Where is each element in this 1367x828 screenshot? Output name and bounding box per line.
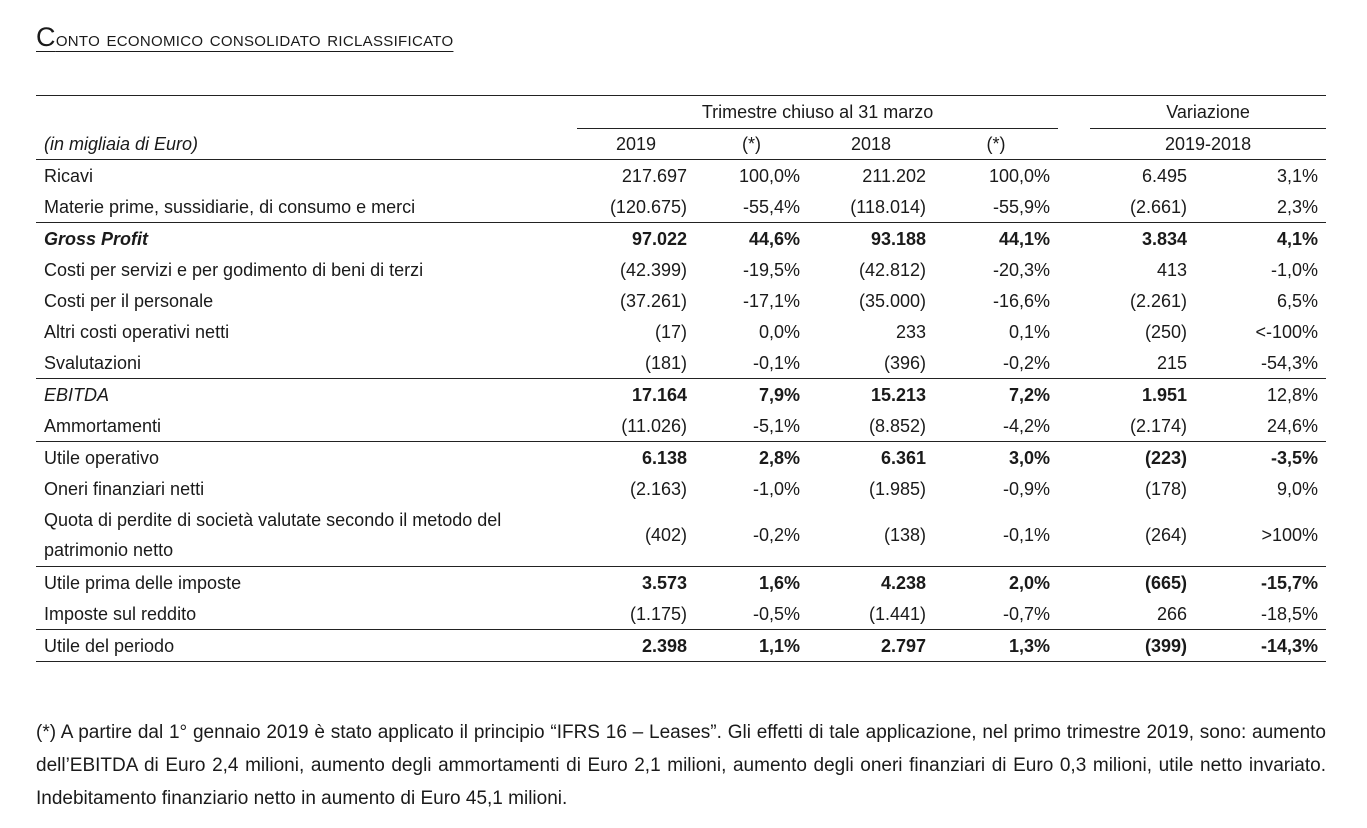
pct-2019: -0,5% bbox=[752, 603, 800, 624]
row-label: EBITDA bbox=[36, 379, 577, 411]
value-2018: 2.797 bbox=[808, 630, 934, 662]
value-2019: 217.697 bbox=[577, 160, 695, 192]
row-label: Ammortamenti bbox=[44, 415, 162, 436]
value-2019: 97.022 bbox=[577, 223, 695, 255]
change-value: 6.495 bbox=[1090, 160, 1195, 192]
row-label: Utile operativo bbox=[36, 442, 577, 474]
pct-2018: -16,6% bbox=[993, 290, 1051, 311]
change-pct: 24,6% bbox=[1267, 415, 1319, 436]
column-header-2018: 2018 bbox=[808, 129, 934, 160]
value-2019: 3.573 bbox=[577, 567, 695, 599]
pct-2018: 44,1% bbox=[934, 223, 1058, 255]
pct-2019: -0,2% bbox=[752, 525, 800, 545]
change-group-header: Variazione bbox=[1090, 96, 1326, 129]
change-value: (250) bbox=[1145, 321, 1188, 342]
table-row bbox=[36, 473, 1326, 504]
table-row bbox=[36, 504, 1326, 567]
pct-2018: 7,2% bbox=[934, 379, 1058, 411]
change-pct: 12,8% bbox=[1195, 379, 1326, 411]
pct-2018: 1,3% bbox=[934, 630, 1058, 662]
value-2018: (118.014) bbox=[850, 196, 926, 217]
row-label: Quota di perdite di società valutate secondo il metodo del patrimonio netto bbox=[44, 510, 502, 560]
table-row-total bbox=[36, 630, 1326, 662]
pct-2018: -0,2% bbox=[1003, 352, 1051, 373]
row-label: Gross Profit bbox=[36, 223, 577, 255]
column-header-change-years: 2019-2018 bbox=[1090, 129, 1326, 160]
unit-label: (in migliaia di Euro) bbox=[44, 133, 199, 154]
table-row bbox=[36, 347, 1326, 379]
change-pct: -54,3% bbox=[1261, 352, 1319, 373]
pct-2019: 100,0% bbox=[695, 160, 808, 192]
change-pct: -1,0% bbox=[1271, 259, 1319, 280]
change-value: (2.261) bbox=[1130, 290, 1188, 311]
table-row bbox=[36, 598, 1326, 630]
table-row bbox=[36, 410, 1326, 442]
change-value: 1.951 bbox=[1090, 379, 1195, 411]
change-pct: <-100% bbox=[1255, 321, 1319, 342]
change-value: 3.834 bbox=[1090, 223, 1195, 255]
value-2018: (138) bbox=[883, 525, 926, 545]
value-2018: 4.238 bbox=[808, 567, 934, 599]
pct-2018: -0,1% bbox=[1003, 525, 1051, 545]
pct-2019: 2,8% bbox=[695, 442, 808, 474]
value-2018: (35.000) bbox=[858, 290, 926, 311]
pct-2018: -0,7% bbox=[1003, 603, 1051, 624]
page-title bbox=[36, 22, 453, 53]
value-2019: (402) bbox=[644, 525, 687, 545]
value-2019: (11.026) bbox=[621, 415, 687, 436]
table-row-subtotal bbox=[36, 442, 1326, 474]
value-2019: 6.138 bbox=[577, 442, 695, 474]
change-value: (223) bbox=[1090, 442, 1195, 474]
table-row bbox=[36, 160, 1326, 192]
pct-2019: -0,1% bbox=[752, 352, 800, 373]
row-label: Ricavi bbox=[36, 160, 577, 192]
value-2019: (120.675) bbox=[609, 196, 687, 217]
pct-2019: 0,0% bbox=[758, 321, 800, 342]
page-title-rest: onto economico consolidato riclassificato bbox=[55, 26, 454, 51]
value-2018: (1.441) bbox=[868, 603, 926, 624]
period-group-header: Trimestre chiuso al 31 marzo bbox=[577, 96, 1058, 129]
table-row bbox=[36, 285, 1326, 316]
value-2018: (8.852) bbox=[868, 415, 926, 436]
row-label: Svalutazioni bbox=[44, 352, 142, 373]
row-label: Costi per servizi e per godimento di beni di terzi bbox=[44, 259, 424, 280]
change-value: (399) bbox=[1090, 630, 1195, 662]
change-pct: -15,7% bbox=[1195, 567, 1326, 599]
row-label: Altri costi operativi netti bbox=[44, 321, 230, 342]
header-row-columns bbox=[36, 129, 1326, 160]
row-label: Oneri finanziari netti bbox=[44, 478, 205, 499]
change-pct: 3,1% bbox=[1195, 160, 1326, 192]
pct-2018: -55,9% bbox=[993, 196, 1051, 217]
row-label: Materie prime, sussidiarie, di consumo e merci bbox=[44, 196, 416, 217]
change-value: (2.174) bbox=[1130, 415, 1188, 436]
table-row bbox=[36, 254, 1326, 285]
value-2019: (42.399) bbox=[619, 259, 687, 280]
value-2019: (1.175) bbox=[629, 603, 687, 624]
change-pct: -18,5% bbox=[1261, 603, 1319, 624]
value-2018: 6.361 bbox=[808, 442, 934, 474]
pct-2018: 3,0% bbox=[934, 442, 1058, 474]
pct-2018: 0,1% bbox=[1009, 321, 1051, 342]
value-2019: (2.163) bbox=[629, 478, 687, 499]
change-pct: 9,0% bbox=[1277, 478, 1319, 499]
pct-2019: 44,6% bbox=[695, 223, 808, 255]
pct-2019: 7,9% bbox=[695, 379, 808, 411]
pct-2019: -17,1% bbox=[742, 290, 800, 311]
value-2018: (42.812) bbox=[858, 259, 926, 280]
value-2019: 17.164 bbox=[577, 379, 695, 411]
table-row bbox=[36, 191, 1326, 223]
change-value: (178) bbox=[1145, 478, 1188, 499]
header-row-groups bbox=[36, 96, 1326, 129]
pct-2019: -55,4% bbox=[742, 196, 800, 217]
column-header-2019: 2019 bbox=[577, 129, 695, 160]
value-2018: (1.985) bbox=[868, 478, 926, 499]
change-pct: -3,5% bbox=[1195, 442, 1326, 474]
table-row-subtotal bbox=[36, 223, 1326, 255]
change-pct: -14,3% bbox=[1195, 630, 1326, 662]
pct-2019: -1,0% bbox=[752, 478, 800, 499]
row-label: Utile del periodo bbox=[36, 630, 577, 662]
pct-2019: 1,1% bbox=[695, 630, 808, 662]
value-2018: 15.213 bbox=[808, 379, 934, 411]
change-pct: 6,5% bbox=[1277, 290, 1319, 311]
column-header-pct-2019: (*) bbox=[695, 129, 808, 160]
change-pct: >100% bbox=[1261, 525, 1319, 545]
value-2018: 211.202 bbox=[808, 160, 934, 192]
change-value: 413 bbox=[1157, 259, 1188, 280]
pct-2018: -4,2% bbox=[1003, 415, 1051, 436]
pct-2019: 1,6% bbox=[695, 567, 808, 599]
income-statement-table bbox=[36, 95, 1326, 662]
pct-2018: -20,3% bbox=[993, 259, 1051, 280]
value-2018: (396) bbox=[883, 352, 926, 373]
pct-2018: 2,0% bbox=[934, 567, 1058, 599]
row-label: Utile prima delle imposte bbox=[36, 567, 577, 599]
value-2018: 233 bbox=[895, 321, 926, 342]
pct-2018: 100,0% bbox=[934, 160, 1058, 192]
change-value: 215 bbox=[1157, 352, 1188, 373]
value-2019: (37.261) bbox=[619, 290, 687, 311]
table-row-subtotal bbox=[36, 567, 1326, 599]
pct-2019: -19,5% bbox=[742, 259, 800, 280]
change-value: (264) bbox=[1145, 525, 1188, 545]
change-value: 266 bbox=[1157, 603, 1188, 624]
table-row-subtotal bbox=[36, 379, 1326, 411]
footnote: (*) A partire dal 1° gennaio 2019 è stato applicato il principio “IFRS 16 – Leases”. Gli effetti di tale applicazione, nel primo trimestre 2019, sono: aumento dell’EBITDA di Euro 2,4 milioni, aumento degli ammortamenti di Euro 2,1 milioni, aumento degli oneri finanziari di Euro 0,3 milioni, utile netto invariato. Indebitamento finanziario netto in aumento di Euro 45,1 milioni. bbox=[36, 722, 1326, 809]
column-header-pct-2018: (*) bbox=[934, 129, 1058, 160]
change-value: (2.661) bbox=[1130, 196, 1188, 217]
value-2019: (181) bbox=[644, 352, 687, 373]
value-2019: 2.398 bbox=[577, 630, 695, 662]
row-label: Costi per il personale bbox=[44, 290, 214, 311]
pct-2018: -0,9% bbox=[1003, 478, 1051, 499]
value-2018: 93.188 bbox=[808, 223, 934, 255]
change-pct: 2,3% bbox=[1277, 196, 1319, 217]
pct-2019: -5,1% bbox=[752, 415, 800, 436]
table-row bbox=[36, 316, 1326, 347]
change-value: (665) bbox=[1090, 567, 1195, 599]
page-title-initial: C bbox=[36, 22, 56, 52]
row-label: Imposte sul reddito bbox=[44, 603, 197, 624]
change-pct: 4,1% bbox=[1195, 223, 1326, 255]
value-2019: (17) bbox=[654, 321, 687, 342]
